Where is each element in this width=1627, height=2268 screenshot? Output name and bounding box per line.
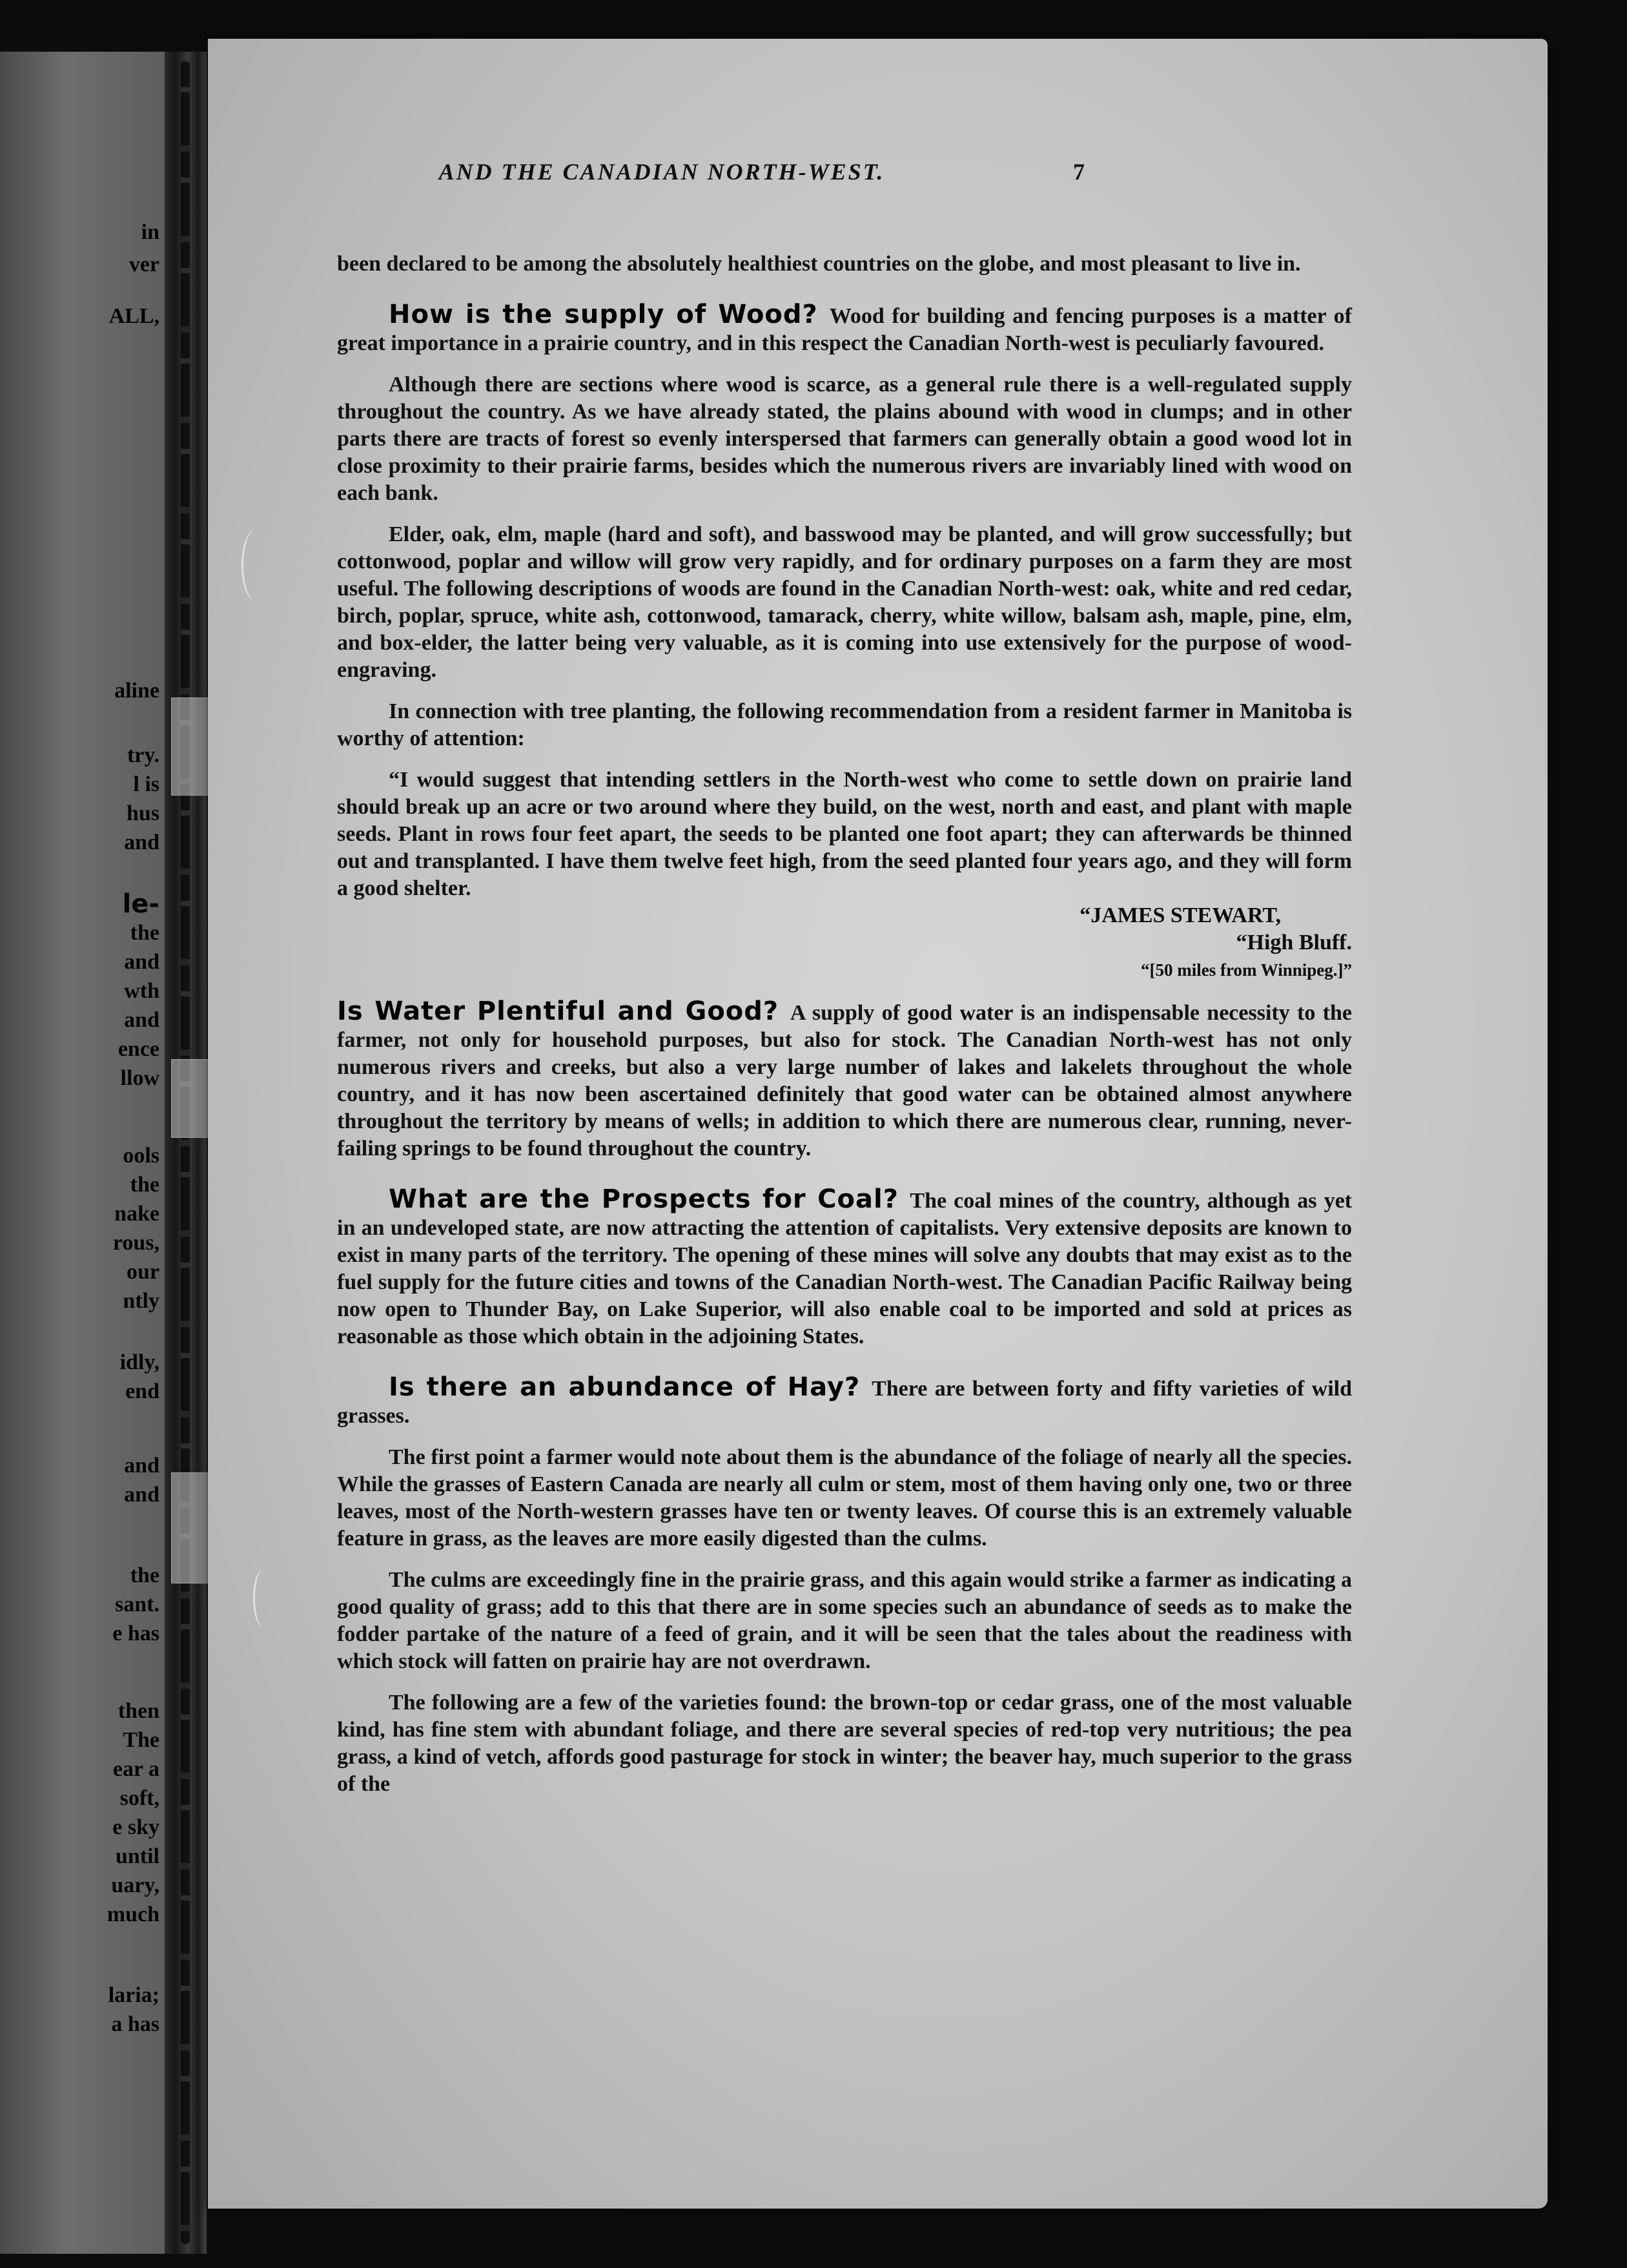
- page-body: [337, 251, 1352, 1798]
- left-page-fragment: le-: [122, 889, 159, 919]
- signature-name: “JAMES STEWART,: [1080, 903, 1281, 927]
- section-heading-wood: How is the supply of Wood?: [389, 300, 830, 329]
- hay-paragraph-1: The first point a farmer would note about them is the abundance of the foliage of nearly all the species. While the grasses of Eastern Canada are nearly all culm or stem, most of them having only one, two or three leaves, most of the North-western grasses have ten or twenty leaves. Of course this is an extremely valuable feature in grass, as the leaves are more easily digested than the culms.: [337, 1445, 1352, 1551]
- left-page-fragment: in: [141, 220, 159, 244]
- quote-signature: [337, 902, 1352, 984]
- scratch-mark: [241, 530, 269, 601]
- signature-place: “High Bluff.: [1236, 931, 1352, 954]
- coal-section-lead: [337, 1186, 1352, 1350]
- section-heading-hay: Is there an abundance of Hay?: [389, 1372, 872, 1402]
- left-page-fragment: until: [115, 1844, 159, 1868]
- left-page-fragment: e sky: [112, 1815, 159, 1839]
- left-page-fragment: and: [124, 830, 159, 854]
- left-page-fragment: our: [127, 1260, 159, 1284]
- left-page-fragment: ear a: [112, 1757, 159, 1781]
- left-page-fragment: hus: [126, 801, 159, 825]
- left-page-fragment: the: [130, 1563, 159, 1587]
- left-page-fragment: ntly: [123, 1289, 159, 1313]
- left-page-fragment: ALL,: [108, 304, 159, 328]
- left-page-fragment: and: [124, 950, 159, 974]
- signature-note: “[50 miles from Winnipeg.]”: [1140, 960, 1352, 980]
- wood-paragraph-2: Elder, oak, elm, maple (hard and soft), and basswood may be planted, and will grow successfully; but cottonwood, poplar and willow will grow very rapidly, and for ordinary purposes on a farm they are most useful. The following descriptions of woods are found in the Canadian North-west: oak, white and red cedar, birch, poplar, spruce, white ash, cottonwood, tamarack, cherry, white willow, balsam ash, maple, pine, elm, and box-elder, the latter being very valuable, as it is coming into use extensively for the purpose of wood-engraving.: [337, 522, 1352, 682]
- left-page-fragment: end: [125, 1379, 159, 1403]
- left-facing-page: [0, 52, 165, 2254]
- page-number: 7: [1073, 159, 1085, 185]
- intro-paragraph: been declared to be among the absolutely healthiest countries on the globe, and most pleasant to live in.: [337, 252, 1301, 276]
- left-page-fragment: ence: [118, 1037, 159, 1061]
- left-page-fragment: a has: [111, 2012, 159, 2036]
- stewart-quote: “I would suggest that intending settlers in the North-west who come to settle down on prairie land should break up an acre or two around where they build, on the west, north and east, and plant with maple seeds. Plant in rows four feet apart, the seeds to be planted one foot apart; they can afterwards be thinned out and transplanted. I have them twelve feet high, from the seed planted four years ago, and they will form a good shelter.: [337, 768, 1352, 900]
- hay-paragraph-2: The culms are exceedingly fine in the prairie grass, and this again would strike a farmer as indicating a good quality of grass; add to this that there are in some species such an abundance of seeds as to make the fodder partake of the nature of a feed of grain, and it will be seen that the tales about the readiness with which stock will fatten on prairie hay are not overdrawn.: [337, 1568, 1352, 1673]
- section-heading-coal: What are the Prospects for Coal?: [389, 1184, 910, 1214]
- left-page-fragment: idly,: [119, 1350, 159, 1374]
- running-head-title: AND THE CANADIAN NORTH-WEST.: [438, 159, 885, 185]
- left-page-fragment: e has: [112, 1622, 159, 1645]
- section-heading-water: Is Water Plentiful and Good?: [337, 996, 790, 1026]
- left-page-fragment: much: [107, 1902, 159, 1926]
- running-head: [323, 158, 1085, 197]
- left-page-fragment: uary,: [111, 1873, 159, 1897]
- left-page-fragment: and: [124, 1483, 159, 1507]
- left-page-fragment: rous,: [112, 1231, 159, 1255]
- left-page-fragment: and: [124, 1454, 159, 1478]
- hay-paragraph-3: The following are a few of the varieties found: the brown-top or cedar grass, one of the most valuable kind, has fine stem with abundant foliage, and there are several species of red-top very nutritious; the pea grass, a kind of vetch, affords good pasturage for stock in winter; the beaver hay, much superior to the grass of the: [337, 1691, 1352, 1796]
- left-page-fragment: sant.: [115, 1593, 159, 1616]
- water-lead-text: A supply of good water is an indispensable necessity to the farmer, not only for household purposes, but also for stock. The Canadian North-west has not only numerous rivers and creeks, but also a very large number of lakes and lakelets throughout the whole country, and it has now been ascertained definitely that good water can be obtained almost anywhere throughout the territory by means of wells; in addition to which there are numerous clear, running, never-failing springs to be found throughout the country.: [337, 1001, 1352, 1160]
- left-page-fragment: aline: [114, 679, 159, 703]
- water-section-lead: [337, 998, 1352, 1162]
- binding-stitch: [181, 61, 190, 2244]
- left-page-fragment: ools: [123, 1144, 159, 1168]
- left-page-fragment: and: [124, 1008, 159, 1032]
- left-page-fragment: nake: [114, 1202, 159, 1226]
- left-page-fragment: soft,: [119, 1786, 159, 1810]
- left-page-fragments: [0, 52, 165, 2254]
- wood-paragraph-3: In connection with tree planting, the following recommendation from a resident farmer in Manitoba is worthy of attention:: [337, 699, 1352, 750]
- left-page-fragment: l is: [133, 772, 159, 796]
- hay-lead-text: There are between forty and fifty varieties of wild grasses.: [337, 1377, 1352, 1428]
- wood-lead-text: Wood for building and fencing purposes is a matter of great importance in a prairie country, and in this respect the Canadian North-west is peculiarly favoured.: [337, 304, 1352, 355]
- left-page-fragment: then: [118, 1699, 159, 1723]
- left-page-fragment: wth: [124, 979, 159, 1003]
- coal-lead-text: The coal mines of the country, although as yet in an undeveloped state, are now attracting the attention of capitalists. Very extensive deposits are known to exist in many parts of the territory. The opening of these mines will solve any doubts that may exist as to the fuel supply for the future cities and towns of the Canadian North-west. The Canadian Pacific Railway being now open to Thunder Bay, on Lake Superior, will also enable coal to be imported and sold at prices as reasonable as those which obtain in the adjoining States.: [337, 1189, 1352, 1348]
- left-page-fragment: ver: [128, 253, 159, 276]
- left-page-fragment: try.: [127, 743, 159, 767]
- left-page-fragment: laria;: [108, 1983, 159, 2007]
- hay-section-lead: [337, 1374, 1352, 1430]
- left-page-fragment: llow: [120, 1066, 159, 1090]
- wood-section-lead: [337, 301, 1352, 357]
- left-page-fragment: The: [123, 1728, 159, 1752]
- left-page-fragment: the: [130, 921, 159, 945]
- wood-paragraph-1: Although there are sections where wood is scarce, as a general rule there is a well-regulated supply throughout the country. As we have already stated, the plains abound with wood in clumps; and in other parts there are tracts of forest so evenly interspersed that farmers can generally obtain a good wood lot in close proximity to their prairie farms, besides which the numerous rivers are invariably lined with wood on each bank.: [337, 373, 1352, 505]
- scratch-mark: [253, 1569, 274, 1627]
- left-page-fragment: the: [130, 1173, 159, 1197]
